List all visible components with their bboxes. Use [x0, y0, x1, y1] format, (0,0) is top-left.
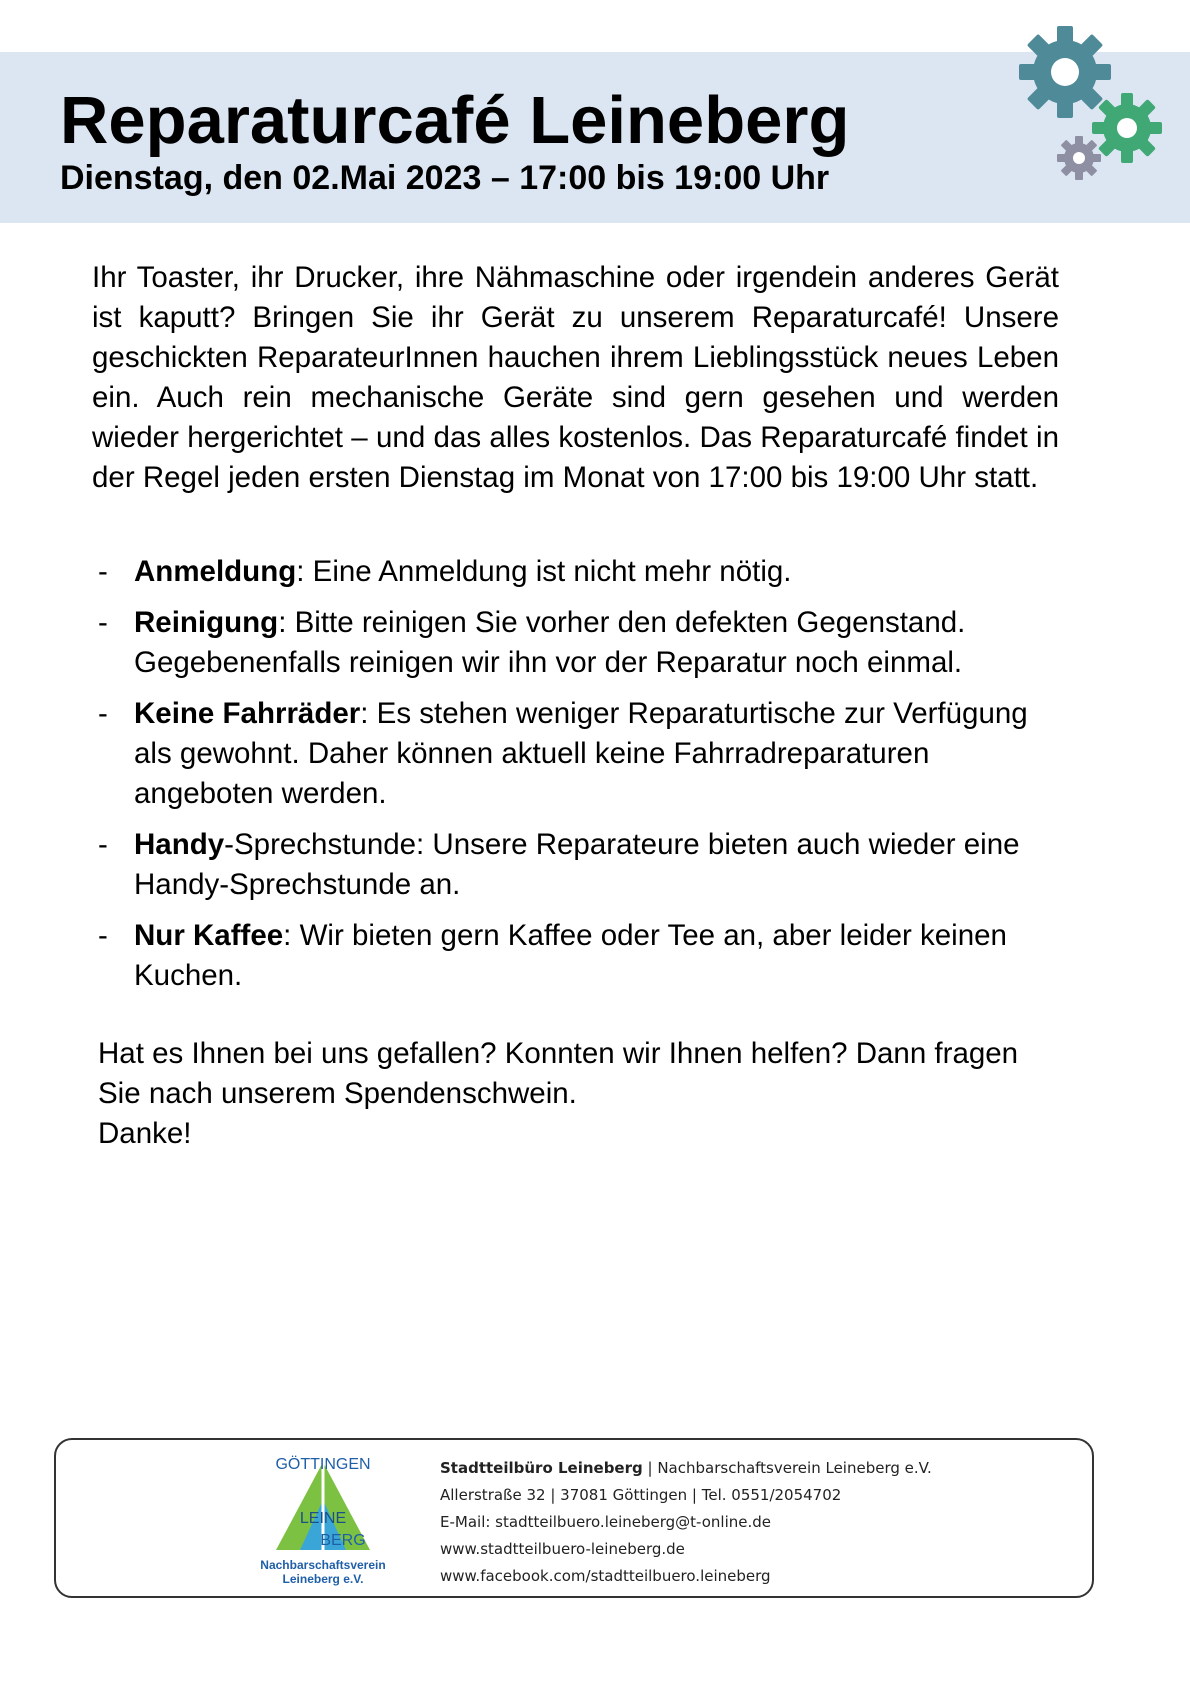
list-item-text: : Es stehen weniger Reparaturtische zur Verfügung als gewohnt. Daher können aktuell keine Fahrradreparaturen angeboten werden. — [134, 697, 1028, 810]
organization-logo — [248, 1450, 398, 1590]
logo-org-line2: Leineberg e.V. — [282, 1572, 364, 1586]
list-item-lead: Nur Kaffee — [134, 919, 284, 952]
page-title: Reparaturcafé Leineberg — [60, 83, 850, 158]
office-association: | Nachbarschaftsverein Leineberg e.V. — [642, 1459, 932, 1477]
list-item-lead: Reinigung — [134, 606, 279, 639]
logo-berg: BERG — [320, 1532, 366, 1549]
list-item-text: : Eine Anmeldung ist nicht mehr nötig. — [296, 555, 792, 588]
list-item-text: : Bitte reinigen Sie vorher den defekten Gegenstand. Gegebenenfalls reinigen wir ihn vor der Reparatur noch einmal. — [134, 606, 966, 679]
intro-paragraph: Ihr Toaster, ihr Drucker, ihre Nähmaschine oder irgendein anderes Gerät ist kaputt? Bringen Sie ihr Gerät zu unserem Reparaturcafé! Unsere geschickten ReparateurInnen hauchen ihrem Lieblingsstück neues Leben ein. Auch rein mechanische Geräte sind gern gesehen und werden wieder hergerichtet – und das alles kostenlos. Das Reparaturcafé findet in der Regel jeden ersten Dienstag im Monat von 17:00 bis 19:00 Uhr statt. — [92, 261, 1059, 494]
logo-goettingen: GÖTTINGEN — [275, 1456, 371, 1473]
email-line[interactable]: E-Mail: stadtteilbuero.leineberg@t-online.de — [440, 1513, 772, 1531]
list-item — [92, 916, 1072, 996]
list-item-lead: Anmeldung — [134, 555, 297, 588]
list-item — [92, 603, 1072, 683]
closing-question: Hat es Ihnen bei uns gefallen? Konnten wir Ihnen helfen? Dann fragen Sie nach unserem Spendenschwein. — [98, 1037, 1019, 1110]
list-dash: - — [98, 555, 108, 588]
gear-large-icon — [1019, 26, 1111, 118]
logo-leine: LEINE — [299, 1510, 347, 1527]
website-link[interactable]: www.stadtteilbuero-leineberg.de — [440, 1540, 685, 1558]
closing-paragraph — [98, 1034, 1058, 1154]
list-dash: - — [98, 697, 108, 730]
facebook-link[interactable]: www.facebook.com/stadtteilbuero.leineberg — [440, 1567, 771, 1585]
logo-org-line1: Nachbarschaftsverein — [260, 1558, 386, 1572]
closing-thanks: Danke! — [98, 1117, 192, 1150]
list-dash: - — [98, 828, 108, 861]
list-dash: - — [98, 606, 108, 639]
list-dash: - — [98, 919, 108, 952]
list-item-text: : Wir bieten gern Kaffee oder Tee an, aber leider keinen Kuchen. — [134, 919, 1007, 992]
contact-info — [440, 1455, 932, 1590]
event-date: Dienstag, den 02.Mai 2023 – 17:00 bis 19:00 Uhr — [60, 159, 830, 197]
gear-medium-icon — [1092, 93, 1162, 163]
info-list — [92, 552, 1072, 1007]
list-item — [92, 552, 1072, 592]
office-name: Stadtteilbüro Leineberg — [440, 1459, 643, 1477]
gears-icon — [1015, 20, 1175, 185]
list-item-text: -Sprechstunde: Unsere Reparateure bieten auch wieder eine Handy-Sprechstunde an. — [134, 828, 1020, 901]
list-item — [92, 694, 1072, 814]
office-line — [440, 1455, 932, 1482]
address-line: Allerstraße 32 | 37081 Göttingen | Tel. 0551/2054702 — [440, 1486, 842, 1504]
gear-small-icon — [1057, 136, 1101, 180]
list-item — [92, 825, 1072, 905]
list-item-lead: Handy — [134, 828, 225, 861]
list-item-lead: Keine Fahrräder — [134, 697, 361, 730]
